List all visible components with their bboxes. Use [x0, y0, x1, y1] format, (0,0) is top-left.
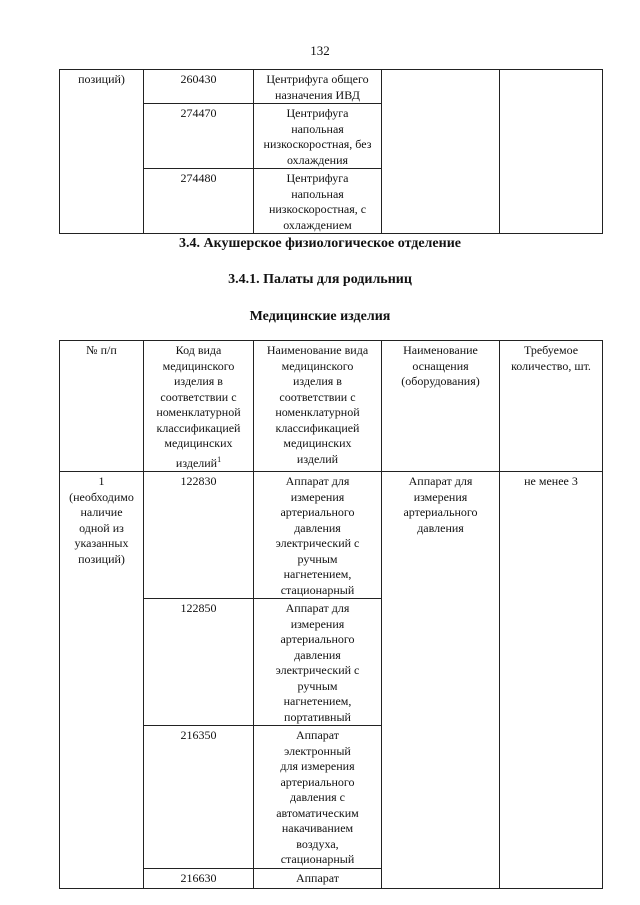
- table-title: Медицинские изделия: [249, 309, 391, 324]
- header-num: № п/п: [60, 341, 144, 472]
- equipment-cell: [382, 70, 500, 234]
- header-name: Наименование вида медицинского изделия в соответствии с номенклатурной классификацией медицинских изделий: [254, 341, 382, 472]
- header-row: [60, 341, 603, 472]
- name-cell: Аппарат электронный для измерения артериального давления с автоматическим накачиванием воздуха, стационарный: [254, 726, 382, 869]
- header-equipment: Наименование оснащения (оборудования): [382, 341, 500, 472]
- code-cell: 260430: [144, 70, 254, 104]
- name-cell: Центрифуга общего назначения ИВД: [254, 70, 382, 104]
- medical-devices-table: [59, 340, 603, 889]
- table-row: [60, 472, 603, 599]
- code-cell: 122850: [144, 599, 254, 726]
- code-cell: 216350: [144, 726, 254, 869]
- header-code: Код вида медицинского изделия в соответствии с номенклатурной классификацией медицинских изделий$^1$: [144, 341, 254, 472]
- name-cell: Аппарат для измерения артериального давления электрический с ручным нагнетением, портативный: [254, 599, 382, 726]
- code-cell: 274470: [144, 104, 254, 169]
- continuation-table: [59, 69, 603, 234]
- code-cell: 216630: [144, 868, 254, 888]
- name-cell: Центрифуга напольная низкоскоростная, без охлаждения: [254, 104, 382, 169]
- row-num: 1 (необходимо наличие одной из указанных позиций): [60, 472, 144, 889]
- page-number: 132: [310, 43, 330, 58]
- name-cell: Центрифуга напольная низкоскоростная, с охлаждением: [254, 169, 382, 234]
- name-cell: Аппарат: [254, 868, 382, 888]
- positions-cell: позиций): [60, 70, 144, 234]
- section-heading: 3.4. Акушерское физиологическое отделение: [179, 236, 461, 251]
- quantity-cell: [500, 70, 603, 234]
- code-cell: 122830: [144, 472, 254, 599]
- name-cell: Аппарат для измерения артериального давления электрический с ручным нагнетением, стационарный: [254, 472, 382, 599]
- code-cell: 274480: [144, 169, 254, 234]
- header-quantity: Требуемое количество, шт.: [500, 341, 603, 472]
- equipment-cell: Аппарат для измерения артериального давления: [382, 472, 500, 889]
- subsection-heading: 3.4.1. Палаты для родильниц: [228, 272, 412, 287]
- quantity-cell: не менее 3: [500, 472, 603, 889]
